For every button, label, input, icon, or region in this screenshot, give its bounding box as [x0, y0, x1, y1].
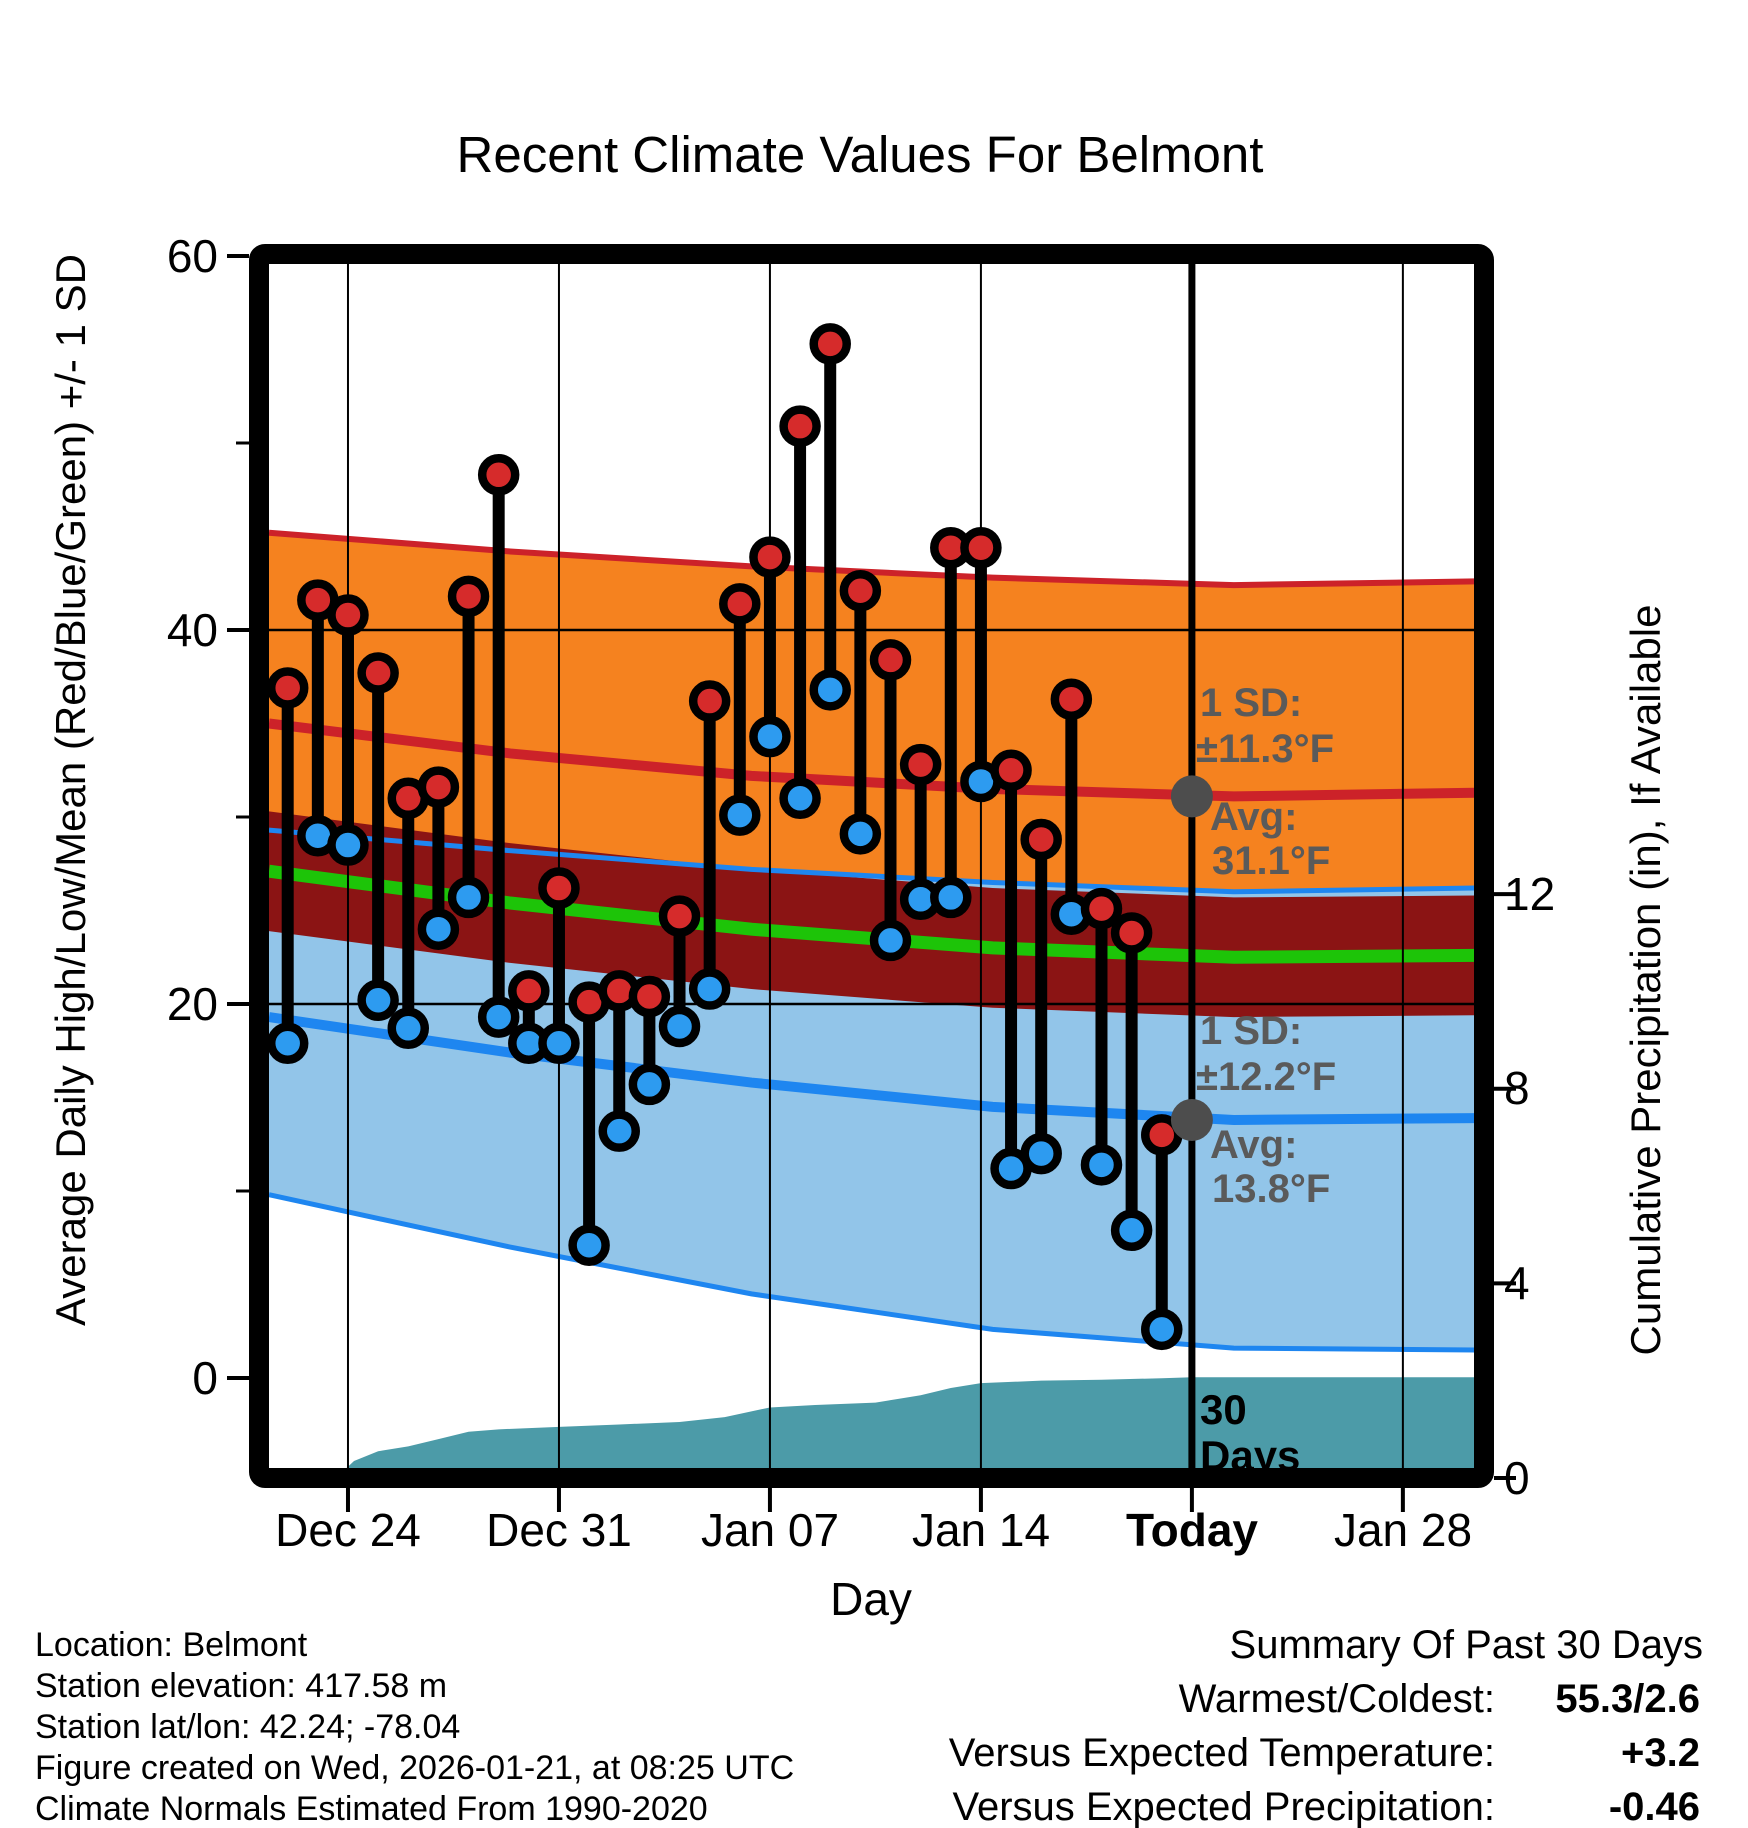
- xtick-dec31: Dec 31: [486, 1504, 632, 1556]
- summary-vs-precip-label: Versus Expected Precipitation:: [952, 1785, 1495, 1828]
- footer-latlon: Station lat/lon: 42.24; -78.04: [35, 1708, 461, 1746]
- low-dot-jan-18: [1085, 1148, 1118, 1181]
- low-dot-dec-24: [331, 829, 364, 862]
- xtick-today: Today: [1125, 1504, 1259, 1556]
- low-dot-dec-27: [422, 913, 455, 946]
- period-label-line2: Days: [1200, 1432, 1301, 1479]
- low-dot-jan-11: [874, 924, 907, 957]
- low-sd-value: ±12.2°F: [1196, 1055, 1337, 1099]
- summary-warmcold-label: Warmest/Coldest:: [1178, 1677, 1495, 1721]
- low-dot-dec-29: [482, 1001, 515, 1034]
- low-dot-jan-08: [784, 782, 817, 815]
- footer-normals: Climate Normals Estimated From 1990-2020: [35, 1790, 708, 1828]
- high-dot-dec-28: [452, 580, 485, 613]
- yright-tick-8: 8: [1504, 1062, 1530, 1114]
- summary-vs-temp-value: +3.2: [1621, 1731, 1700, 1775]
- low-dot-dec-26: [392, 1012, 425, 1045]
- high-dot-jan-09: [814, 327, 847, 360]
- low-avg-label: Avg:: [1210, 1123, 1298, 1167]
- footer-created: Figure created on Wed, 2026-01-21, at 08:25 UTC: [35, 1749, 795, 1787]
- high-dot-jan-14: [964, 531, 997, 564]
- high-dot-jan-19: [1115, 916, 1148, 949]
- yright-tick-12: 12: [1504, 868, 1556, 920]
- low-dot-jan-13: [934, 881, 967, 914]
- low-dot-jan-19: [1115, 1214, 1148, 1247]
- avg-high-marker: [1171, 775, 1213, 817]
- low-avg-value: 13.8°F: [1212, 1167, 1331, 1211]
- high-sd-value: ±11.3°F: [1196, 727, 1335, 771]
- high-dot-jan-04: [663, 900, 696, 933]
- high-dot-jan-07: [753, 541, 786, 574]
- footer-elevation: Station elevation: 417.58 m: [35, 1667, 448, 1705]
- high-dot-dec-24: [331, 599, 364, 632]
- yleft-tick-60: 60: [166, 230, 218, 282]
- summary-warmcold-value: 55.3/2.6: [1555, 1677, 1700, 1721]
- y-right-axis-title: Cumulative Precipitation (in), If Available: [1622, 604, 1669, 1356]
- low-dot-jan-04: [663, 1010, 696, 1043]
- high-dot-jan-11: [874, 643, 907, 676]
- y-left-axis-title: Average Daily High/Low/Mean (Red/Blue/Green) +/- 1 SD: [47, 254, 94, 1326]
- summary-vs-precip-value: -0.46: [1608, 1785, 1700, 1828]
- high-dot-jan-03: [633, 980, 666, 1013]
- low-sd-label: 1 SD:: [1200, 1009, 1303, 1053]
- low-dot-jan-09: [814, 673, 847, 706]
- xtick-dec24: Dec 24: [275, 1504, 421, 1556]
- low-dot-dec-25: [362, 984, 395, 1017]
- low-dot-dec-31: [542, 1027, 575, 1060]
- yright-tick-4: 4: [1504, 1257, 1530, 1309]
- xtick-jan14: Jan 14: [911, 1504, 1051, 1556]
- yright-tick-0: 0: [1504, 1452, 1530, 1504]
- high-dot-jan-12: [904, 748, 937, 781]
- chart-title: Recent Climate Values For Belmont: [456, 126, 1264, 183]
- low-dot-jan-07: [753, 720, 786, 753]
- high-dot-jan-08: [784, 410, 817, 443]
- xtick-jan07: Jan 07: [700, 1504, 840, 1556]
- yleft-tick-40: 40: [166, 604, 218, 656]
- high-dot-dec-29: [482, 458, 515, 491]
- low-dot-dec-28: [452, 881, 485, 914]
- high-dot-dec-31: [542, 872, 575, 905]
- low-dot-jan-06: [723, 799, 756, 832]
- low-dot-jan-03: [633, 1068, 666, 1101]
- low-dot-jan-20: [1145, 1313, 1178, 1346]
- high-dot-jan-05: [693, 685, 726, 718]
- yleft-tick-0: 0: [192, 1352, 218, 1404]
- high-dot-jan-15: [995, 754, 1028, 787]
- high-dot-dec-27: [422, 771, 455, 804]
- low-dot-jan-10: [844, 817, 877, 850]
- cumulative-precip-area: [336, 1377, 1475, 1478]
- high-dot-jan-06: [723, 587, 756, 620]
- low-dot-jan-02: [603, 1115, 636, 1148]
- low-dot-jan-05: [693, 973, 726, 1006]
- x-axis-title: Day: [830, 1573, 912, 1625]
- high-sd-label: 1 SD:: [1200, 681, 1303, 725]
- summary-vs-temp-label: Versus Expected Temperature:: [948, 1731, 1495, 1775]
- high-dot-jan-18: [1085, 892, 1118, 925]
- period-label-line1: 30: [1200, 1386, 1247, 1433]
- high-dot-dec-22: [271, 671, 304, 704]
- high-dot-dec-25: [362, 657, 395, 690]
- low-dot-dec-22: [271, 1027, 304, 1060]
- high-dot-jan-10: [844, 574, 877, 607]
- high-avg-label: Avg:: [1210, 795, 1298, 839]
- yleft-tick-20: 20: [166, 978, 218, 1030]
- summary-title: Summary Of Past 30 Days: [1229, 1623, 1703, 1667]
- low-dot-jan-16: [1025, 1137, 1058, 1170]
- footer-location: Location: Belmont: [35, 1626, 308, 1664]
- avg-low-marker: [1171, 1099, 1213, 1141]
- high-dot-dec-30: [512, 974, 545, 1007]
- high-dot-jan-16: [1025, 823, 1058, 856]
- xtick-jan28: Jan 28: [1333, 1504, 1473, 1556]
- high-dot-jan-17: [1055, 683, 1088, 716]
- low-dot-jan-01: [573, 1229, 606, 1262]
- high-avg-value: 31.1°F: [1212, 839, 1331, 883]
